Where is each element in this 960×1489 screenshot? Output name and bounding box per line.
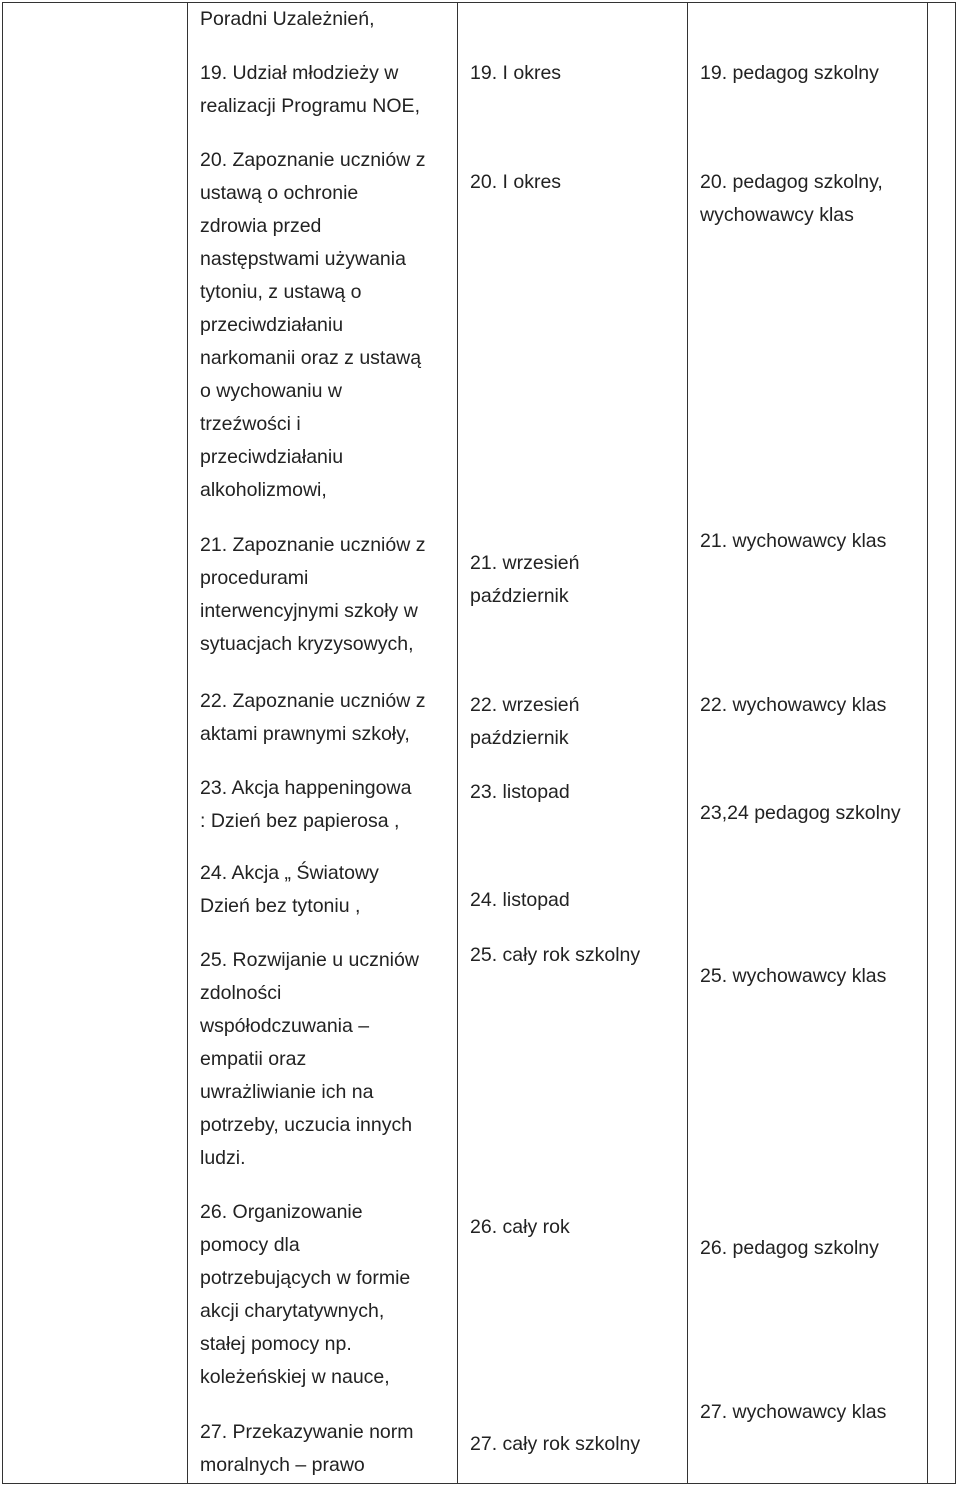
- responsible-entry-line: 22. wychowawcy klas: [700, 694, 887, 716]
- activities-entry-line: aktami prawnymi szkoły,: [200, 723, 410, 745]
- terms-entry-line: 22. wrzesień: [470, 694, 580, 716]
- responsible-entry-line: wychowawcy klas: [700, 204, 854, 226]
- responsible-entry-line: 27. wychowawcy klas: [700, 1401, 887, 1423]
- activities-entry-line: realizacji Programu NOE,: [200, 95, 420, 117]
- activities-entry-line: ustawą o ochronie: [200, 182, 359, 204]
- activities-entry-line: empatii oraz: [200, 1048, 307, 1070]
- activities-entry-line: procedurami: [200, 567, 309, 589]
- terms-entry-line: 19. I okres: [470, 62, 562, 84]
- responsible-entry-line: 25. wychowawcy klas: [700, 965, 887, 987]
- activities-entry-line: alkoholizmowi,: [200, 479, 327, 501]
- activities-entry-line: ludzi.: [200, 1147, 246, 1169]
- activities-entry-line: Dzień bez tytoniu ,: [200, 895, 361, 917]
- activities-entry-line: 27. Przekazywanie norm: [200, 1421, 414, 1443]
- activities-entry-line: zdrowia przed: [200, 215, 322, 237]
- activities-entry-line: 19. Udział młodzieży w: [200, 62, 399, 84]
- activities-entry-line: potrzebujących w formie: [200, 1267, 411, 1289]
- activities-entry-line: narkomanii oraz z ustawą: [200, 347, 422, 369]
- terms-entry-line: 24. listopad: [470, 889, 570, 911]
- activities-entry-line: następstwami używania: [200, 248, 406, 270]
- terms-entry-line: 23. listopad: [470, 781, 570, 803]
- terms-entry-line: 27. cały rok szkolny: [470, 1433, 641, 1455]
- activities-entry-line: uwrażliwianie ich na: [200, 1081, 374, 1103]
- activities-entry-line: akcji charytatywnych,: [200, 1300, 385, 1322]
- activities-entry-line: interwencyjnymi szkoły w: [200, 600, 418, 622]
- terms-entry-line: 21. wrzesień: [470, 552, 580, 574]
- activities-entry-line: moralnych – prawo: [200, 1454, 365, 1476]
- responsible-entry-line: 21. wychowawcy klas: [700, 530, 887, 552]
- activities-entry-line: o wychowaniu w: [200, 380, 342, 402]
- activities-entry-line: 24. Akcja „ Światowy: [200, 862, 379, 884]
- activities-entry-line: trzeźwości i: [200, 413, 301, 435]
- column-divider: [457, 2, 458, 1484]
- terms-entry-line: 20. I okres: [470, 171, 562, 193]
- activities-entry-line: pomocy dla: [200, 1234, 300, 1256]
- activities-entry-line: 25. Rozwijanie u uczniów: [200, 949, 419, 971]
- activities-entry-line: stałej pomocy np.: [200, 1333, 352, 1355]
- activities-entry-line: sytuacjach kryzysowych,: [200, 633, 414, 655]
- terms-entry-line: 26. cały rok: [470, 1216, 570, 1238]
- column-divider: [687, 2, 688, 1484]
- column-divider: [927, 2, 928, 1484]
- activities-entry-line: 21. Zapoznanie uczniów z: [200, 534, 426, 556]
- responsible-entry-line: 20. pedagog szkolny,: [700, 171, 883, 193]
- activities-entry-line: koleżeńskiej w nauce,: [200, 1366, 390, 1388]
- activities-entry-line: tytoniu, z ustawą o: [200, 281, 362, 303]
- terms-entry-line: październik: [470, 585, 569, 607]
- responsible-entry-line: 23,24 pedagog szkolny: [700, 802, 901, 824]
- terms-entry-line: 25. cały rok szkolny: [470, 944, 641, 966]
- column-divider: [187, 2, 188, 1484]
- activities-entry-line: 22. Zapoznanie uczniów z: [200, 690, 426, 712]
- activities-entry-line: : Dzień bez papierosa ,: [200, 810, 400, 832]
- activities-entry-line: przeciwdziałaniu: [200, 314, 344, 336]
- terms-entry-line: październik: [470, 727, 569, 749]
- activities-entry-line: potrzeby, uczucia innych: [200, 1114, 413, 1136]
- activities-entry-line: zdolności: [200, 982, 282, 1004]
- activities-entry-line: przeciwdziałaniu: [200, 446, 344, 468]
- activities-entry-line: współodczuwania –: [200, 1015, 370, 1037]
- responsible-entry-line: 26. pedagog szkolny: [700, 1237, 879, 1259]
- responsible-entry-line: 19. pedagog szkolny: [700, 62, 879, 84]
- activities-entry-line: 23. Akcja happeningowa: [200, 777, 412, 799]
- activities-entry-line: 20. Zapoznanie uczniów z: [200, 149, 426, 171]
- activities-entry-line: 26. Organizowanie: [200, 1201, 363, 1223]
- activities-entry-line: Poradni Uzależnień,: [200, 8, 375, 30]
